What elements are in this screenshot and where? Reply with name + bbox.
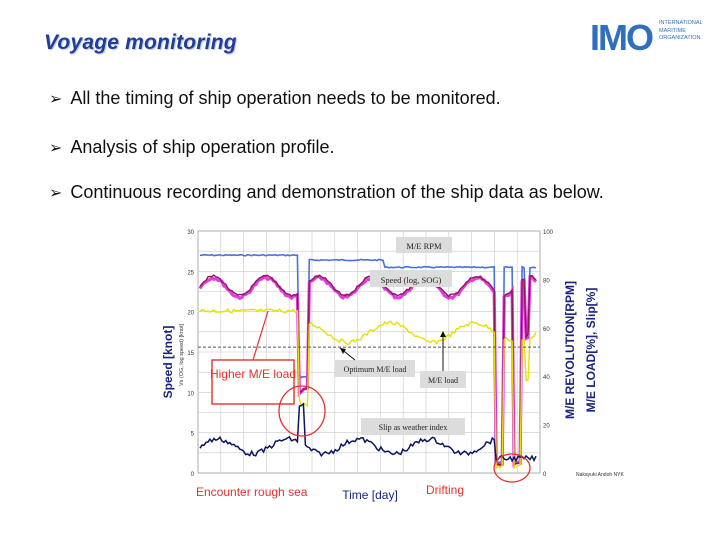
bullet-text: All the timing of ship operation needs to be monitored. [70,88,501,108]
arrow-bullet-icon: ➢ [49,140,63,157]
y-tick-label: 30 [187,230,194,236]
y2-tick-label: 40 [543,375,550,382]
series-label-slip: Slip as weather index [378,423,448,432]
y-ticks [187,230,194,478]
logo-org-line: INTERNATIONAL [659,20,703,26]
y2-axis-title-b: M/E LOAD[%], Slip[%] [584,287,598,413]
arrow-bullet-icon: ➢ [49,185,63,202]
y2-tick-label: 80 [543,278,550,285]
logo-org-line: MARITIME [659,27,686,34]
series-label-rpm: M/E RPM [406,241,442,251]
annotation-rough-sea: Encounter rough sea [196,485,308,499]
y2-tick-label: 0 [543,472,547,478]
y2-axis-title-a: M/E REVOLUTION[RPM] [563,281,577,419]
source-credit: Nakayuki Andoh NYK [576,472,624,478]
bullet-text: Analysis of ship operation profile. [70,137,335,157]
y2-tick-label: 100 [543,230,554,236]
y2-tick-label: 60 [543,326,550,333]
x-axis-title: Time [day] [342,488,398,502]
arrow-bullet-icon: ➢ [49,91,63,108]
logo-mark: IMO [590,17,652,58]
series-label-speed: Speed (log, SOG) [380,275,442,285]
slide-title: Voyage monitoring [44,31,237,54]
y2-ticks [543,230,554,478]
y-axis-title: Speed [knot] [161,325,175,399]
y-tick-label: 15 [187,351,194,357]
y-tick-label: 10 [187,391,194,398]
logo-org-line: ORGANIZATION [659,35,701,42]
annotation-higher-load: Higher M/E load [209,367,297,381]
series-label-load: M/E load [428,376,458,385]
y-tick-label: 0 [190,472,194,478]
y-tick-label: 20 [187,310,194,317]
annotation-drifting: Drifting [426,483,465,497]
y-axis-subtitle: Vs (OG, log speed) [knot] [179,323,185,387]
y-tick-label: 5 [190,431,194,438]
y2-tick-label: 20 [543,423,550,430]
y-tick-label: 25 [187,270,194,277]
series-label-optimum: Optimum M/E load [343,365,407,374]
bullet-text: Continuous recording and demonstration of the ship data as below. [70,182,604,202]
